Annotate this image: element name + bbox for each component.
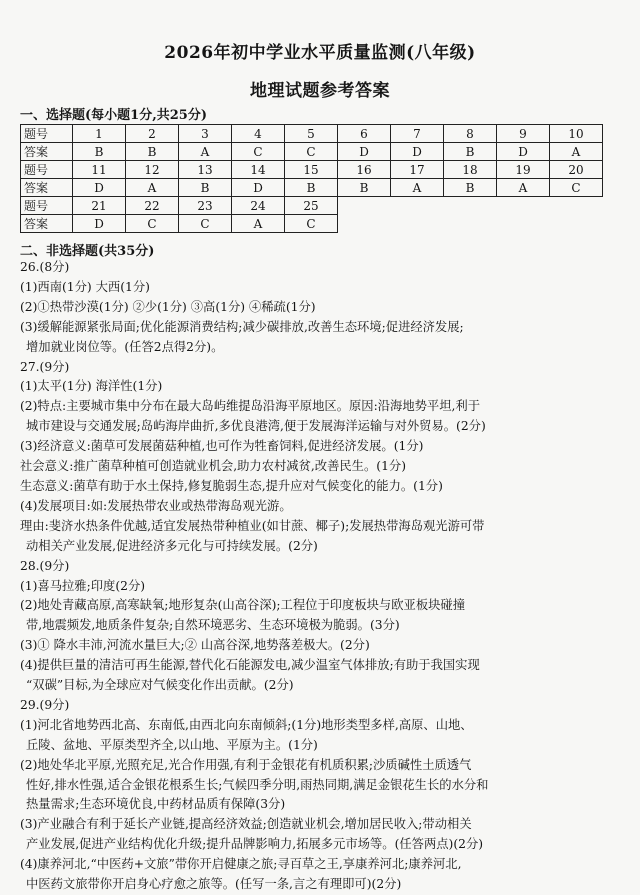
open-answers [20,258,620,895]
table-cell: B [444,143,497,161]
row-header-cell: 答案 [21,143,73,161]
table-cell: 23 [179,197,232,215]
table-cell: B [338,179,391,197]
answer-line: (3)① 降水丰沛,河流水量巨大;② 山高谷深,地势落差极大。(2分) [20,638,370,653]
table-cell: 16 [338,161,391,179]
table-cell: 8 [444,125,497,143]
answer-line: (2)特点:主要城市集中分布在最大岛屿维提岛沿海平原地区。原因:沿海地势平坦,利于 [20,399,481,414]
row-header-cell: 答案 [21,215,73,233]
table-cell: 13 [179,161,232,179]
answer-line: 26.(8分) [20,260,70,274]
row-header-cell: 题号 [21,161,73,179]
table-cell: 21 [73,197,126,215]
answer-line: 产业发展,促进产业结构优化升级;提升品牌影响力,拓展多元市场等。(任答两点)(2分) [26,837,484,852]
answer-line: 中医药文旅带你开启身心疗愈之旅等。(任写一条,言之有理即可)(2分) [26,877,402,892]
answer-line: “双碳”目标,为全球应对气候变化作出贡献。(2分) [26,678,294,693]
answer-line: (2)地处华北平原,光照充足,光合作用强,有利于金银花有机质积累;沙质碱性土质透气 [20,757,472,772]
table-cell: D [73,179,126,197]
answer-line: 28.(9分) [20,558,70,573]
answer-line: (3)缓解能源紧张局面;优化能源消费结构;减少碳排放,改善生态环境;促进经济发展; [20,319,464,334]
table-cell: D [232,179,285,197]
multiple-choice-answer-table [20,124,603,233]
answer-line: (1)太平(1分) 海洋性(1分) [20,379,163,394]
table-cell: A [497,179,550,197]
answer-line: (1)喜马拉雅;印度(2分) [20,578,146,593]
table-cell: A [232,215,285,233]
table-cell: C [126,215,179,233]
answer-line: (4)康养河北,“中医药+文旅”带你开启健康之旅;寻百草之王,享康养河北;康养河北, [20,857,462,872]
answer-line: (2)①热带沙漠(1分) ②少(1分) ③高(1分) ④稀疏(1分) [20,299,316,314]
row-header-cell: 答案 [21,179,73,197]
table-cell: 6 [338,125,391,143]
table-cell: D [73,215,126,233]
question-number-row [21,161,603,179]
section2-heading: 二、非选择题(共35分) [20,244,155,259]
table-cell: 18 [444,161,497,179]
answer-line: (4)提供巨量的清洁可再生能源,替代化石能源发电,减少温室气体排放;有助于我国实现 [20,658,480,673]
table-cell: A [126,179,179,197]
table-cell: B [179,179,232,197]
answer-line: (4)发展项目:如:发展热带农业或热带海岛观光游。 [20,498,292,513]
table-cell: 4 [232,125,285,143]
table-cell: C [232,143,285,161]
answer-row [21,143,603,161]
answer-line: (2)地处青藏高原,高寒缺氧;地形复杂(山高谷深);工程位于印度板块与欧亚板块碰撞 [20,598,466,613]
table-cell: 11 [73,161,126,179]
table-cell: C [285,215,338,233]
section1-heading: 一、选择题(每小题1分,共25分) [20,108,207,123]
table-cell: C [550,179,603,197]
table-cell: B [285,179,338,197]
table-cell: 9 [497,125,550,143]
row-header-cell: 题号 [21,125,73,143]
table-cell: D [391,143,444,161]
table-cell: 22 [126,197,179,215]
answer-line: 29.(9分) [20,697,70,712]
table-cell: 19 [497,161,550,179]
row-header-cell: 题号 [21,197,73,215]
table-cell: B [444,179,497,197]
question-number-row [21,197,603,215]
table-cell: B [126,143,179,161]
answer-line: 热量需求;生态环境优良,中药材品质有保障(3分) [26,797,286,812]
table-cell: D [338,143,391,161]
answer-line: 增加就业岗位等。(任答2点得2分)。 [26,339,224,354]
table-cell: 1 [73,125,126,143]
question-number-row [21,125,603,143]
exam-subtitle: 地理试题参考答案 [250,81,390,101]
table-cell: 5 [285,125,338,143]
table-cell: 10 [550,125,603,143]
table-cell: 3 [179,125,232,143]
table-cell: 17 [391,161,444,179]
table-cell: 2 [126,125,179,143]
table-cell: C [285,143,338,161]
answer-row [21,215,603,233]
table-cell: A [550,143,603,161]
answer-line: 动相关产业发展,促进经济多元化与可持续发展。(2分) [26,538,318,553]
table-cell: D [497,143,550,161]
answer-line: (3)经济意义:菌草可发展菌菇种植,也可作为牲畜饲料,促进经济发展。(1分) [20,439,424,454]
answer-line: 理由:斐济水热条件优越,适宜发展热带种植业(如甘蔗、椰子);发展热带海岛观光游可带 [20,518,485,533]
table-cell: 12 [126,161,179,179]
answer-row [21,179,603,197]
answer-line: 生态意义:菌草有助于水土保持,修复脆弱生态,提升应对气候变化的能力。(1分) [20,478,443,493]
answer-line: 带,地震频发,地质条件复杂;自然环境恶劣、生态环境极为脆弱。(3分) [26,618,400,633]
table-cell: B [73,143,126,161]
answer-line: (1)河北省地势西北高、东南低,由西北向东南倾斜;(1分)地形类型多样,高原、山地、 [20,717,473,732]
table-cell: 14 [232,161,285,179]
answer-line: 27.(9分) [20,359,70,374]
table-cell: 24 [232,197,285,215]
exam-title: 2026年初中学业水平质量监测(八年级) [164,43,476,63]
table-cell: C [179,215,232,233]
answer-line: 社会意义:推广菌草种植可创造就业机会,助力农村减贫,改善民生。(1分) [20,459,406,474]
table-cell: 7 [391,125,444,143]
answer-line: (1)西南(1分) 大西(1分) [20,279,150,294]
answer-line: 性好,排水性强,适合金银花根系生长;气候四季分明,雨热同期,满足金银花生长的水分和 [26,777,489,792]
table-cell: 20 [550,161,603,179]
table-cell: 25 [285,197,338,215]
answer-line: (3)产业融合有利于延长产业链,提高经济效益;创造就业机会,增加居民收入;带动相关 [20,817,472,832]
table-cell: A [179,143,232,161]
table-cell: A [391,179,444,197]
answer-line: 丘陵、盆地、平原类型齐全,以山地、平原为主。(1分) [26,737,318,752]
answer-line: 城市建设与交通发展;岛屿海岸曲折,多优良港湾,便于发展海洋运输与对外贸易。(2分) [26,419,486,434]
table-cell: 15 [285,161,338,179]
